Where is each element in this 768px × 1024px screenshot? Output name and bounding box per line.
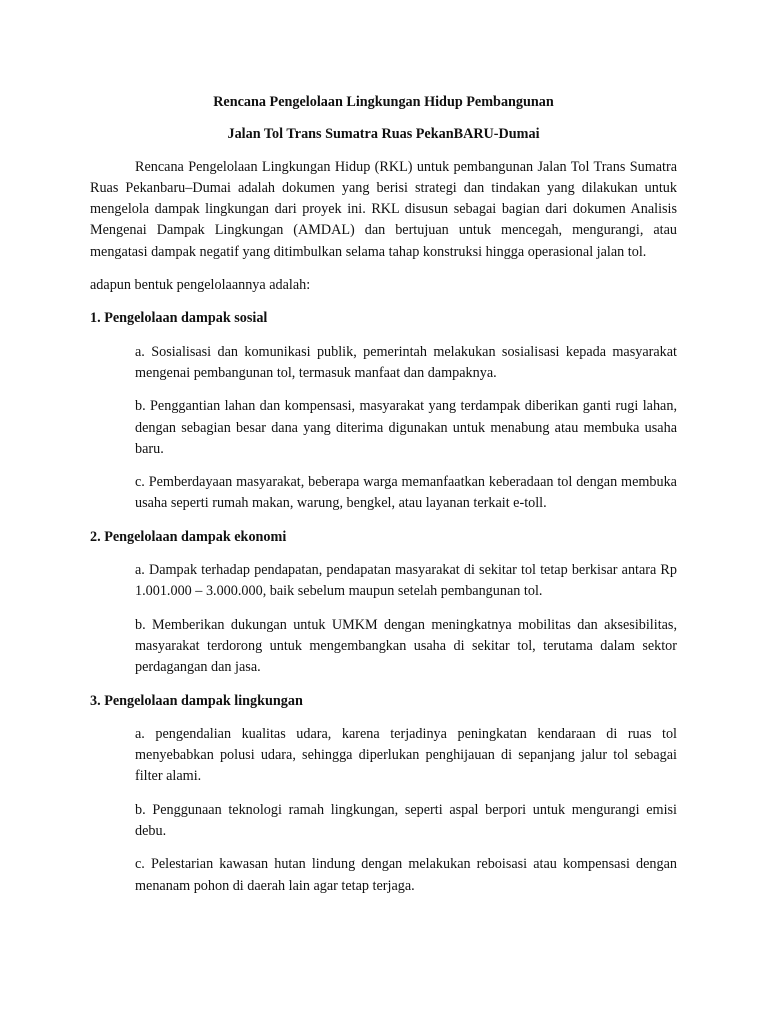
document-page (90, 92, 677, 909)
list-item: c. Pemberdayaan masyarakat, beberapa warga memanfaatkan keberadaan tol dengan membuka usaha seperti rumah makan, warung, bengkel, atau layanan terkait e-toll. (135, 474, 677, 512)
list-item: a. pengendalian kualitas udara, karena terjadinya peningkatan kendaraan di ruas tol menyebabkan polusi udara, sehingga diperlukan penghijauan di sepanjang jalur tol sebagai filter alami. (135, 725, 677, 785)
section-economic (90, 527, 677, 679)
section-heading: 3. Pengelolaan dampak lingkungan (90, 692, 303, 709)
intro-paragraph: Rencana Pengelolaan Lingkungan Hidup (RKL) untuk pembangunan Jalan Tol Trans Sumatra Ruas Pekanbaru–Dumai adalah dokumen yang berisi strategi dan tindakan yang dilakukan untuk mengelola dampak lingkungan dari proyek ini. RKL disusun sebagai bagian dari dokumen Analisis Mengenai Dampak Lingkungan (AMDAL) dan bertujuan untuk mencegah, mengurangi, atau mengatasi dampak negatif yang ditimbulkan selama tahap konstruksi hingga operasional jalan tol. (90, 158, 677, 260)
list-item: a. Sosialisasi dan komunikasi publik, pemerintah melakukan sosialisasi kepada masyarakat mengenai pembangunan tol, termasuk manfaat dan dampaknya. (135, 343, 677, 381)
list-item: b. Penggantian lahan dan kompensasi, masyarakat yang terdampak diberikan ganti rugi lahan, dengan sebagian besar dana yang diterima digunakan untuk menabung atau membuka usaha baru. (135, 398, 677, 457)
section-environment (90, 691, 677, 897)
list-item: b. Penggunaan teknologi ramah lingkungan, seperti aspal berpori untuk mengurangi emisi debu. (135, 801, 677, 840)
section-heading: 1. Pengelolaan dampak sosial (90, 310, 268, 327)
document-title-line-2: Jalan Tol Trans Sumatra Ruas PekanBARU-Dumai (227, 126, 540, 143)
list-item: a. Dampak terhadap pendapatan, pendapatan masyarakat di sekitar tol tetap berkisar antara Rp 1.001.000 – 3.000.000, baik sebelum maupun setelah pembangunan tol. (135, 562, 677, 600)
list-item: c. Pelestarian kawasan hutan lindung dengan melakukan reboisasi atau kompensasi dengan menanam pohon di daerah lain agar tetap terjaga. (135, 856, 677, 894)
lead-in-text: adapun bentuk pengelolaannya adalah: (90, 277, 311, 294)
document-title-line-1: Rencana Pengelolaan Lingkungan Hidup Pembangunan (213, 94, 554, 110)
list-item: b. Memberikan dukungan untuk UMKM dengan meningkatnya mobilitas dan aksesibilitas, masyarakat terdorong untuk mengembangkan usaha di sekitar tol, terutama dalam sektor perdagangan dan jasa. (135, 616, 677, 676)
section-heading: 2. Pengelolaan dampak ekonomi (90, 528, 287, 545)
section-social (90, 308, 677, 514)
